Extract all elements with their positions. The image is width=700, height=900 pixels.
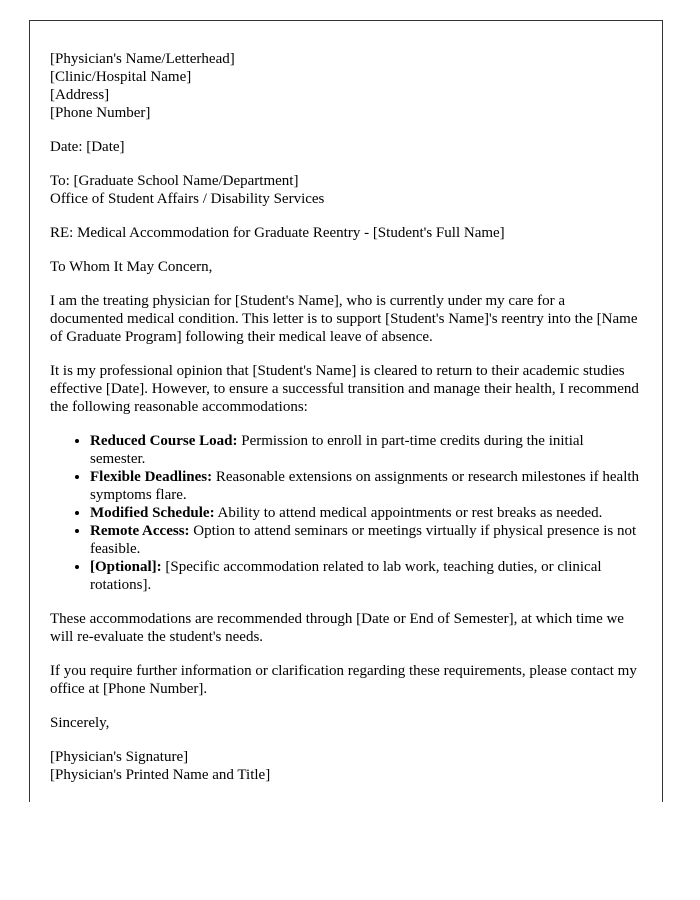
letter-document xyxy=(29,20,663,802)
item-text: Permission to enroll in part-time credits during the initial semester. xyxy=(90,433,584,467)
item-text: Option to attend seminars or meetings virtually if physical presence is not feasible. xyxy=(90,523,637,557)
list-item xyxy=(90,558,642,594)
phone-number: [Phone Number] xyxy=(50,105,151,121)
clinic-name: [Clinic/Hospital Name] xyxy=(50,69,192,85)
item-title: Remote Access: xyxy=(90,523,190,539)
item-title: [Optional]: xyxy=(90,559,162,575)
item-text: Reasonable extensions on assignments or research milestones if health symptoms flare. xyxy=(90,469,640,503)
recipient-line-1: To: [Graduate School Name/Department] xyxy=(50,173,299,189)
paragraph-duration: These accommodations are recommended through [Date or End of Semester], at which time we will re-evaluate the student's needs. xyxy=(50,611,624,645)
physician-signature: [Physician's Signature] xyxy=(50,749,189,765)
paragraph-contact: If you require further information or clarification regarding these requirements, please contact my office at [Phone Number]. xyxy=(50,663,637,697)
item-text: Ability to attend medical appointments or rest breaks as needed. xyxy=(214,505,603,521)
recipient-line-2: Office of Student Affairs / Disability Services xyxy=(50,191,325,207)
list-item xyxy=(90,504,642,522)
item-title: Modified Schedule: xyxy=(90,505,215,521)
salutation: To Whom It May Concern, xyxy=(50,259,213,275)
item-title: Flexible Deadlines: xyxy=(90,469,213,485)
signature-block xyxy=(50,748,642,784)
address: [Address] xyxy=(50,87,110,103)
recipient-block xyxy=(50,172,642,208)
list-item xyxy=(90,522,642,558)
physician-printed-name: [Physician's Printed Name and Title] xyxy=(50,767,271,783)
closing: Sincerely, xyxy=(50,715,110,731)
paragraph-opinion: It is my professional opinion that [Student's Name] is cleared to return to their academic studies effective [Date]. However, to ensure a successful transition and manage their health, I recommend the following reasonable accommodations: xyxy=(50,363,639,415)
list-item xyxy=(90,468,642,504)
item-text: [Specific accommodation related to lab work, teaching duties, or clinical rotations]. xyxy=(90,559,602,593)
list-item xyxy=(90,432,642,468)
accommodations-list xyxy=(50,432,642,594)
subject-line: RE: Medical Accommodation for Graduate Reentry - [Student's Full Name] xyxy=(50,225,505,241)
physician-letterhead: [Physician's Name/Letterhead] xyxy=(50,51,235,67)
item-title: Reduced Course Load: xyxy=(90,433,238,449)
paragraph-intro: I am the treating physician for [Student's Name], who is currently under my care for a documented medical condition. This letter is to support [Student's Name]'s reentry into the [Name of Graduate Program] following their medical leave of absence. xyxy=(50,293,638,345)
letterhead-block xyxy=(50,50,642,122)
date-line: Date: [Date] xyxy=(50,139,125,155)
